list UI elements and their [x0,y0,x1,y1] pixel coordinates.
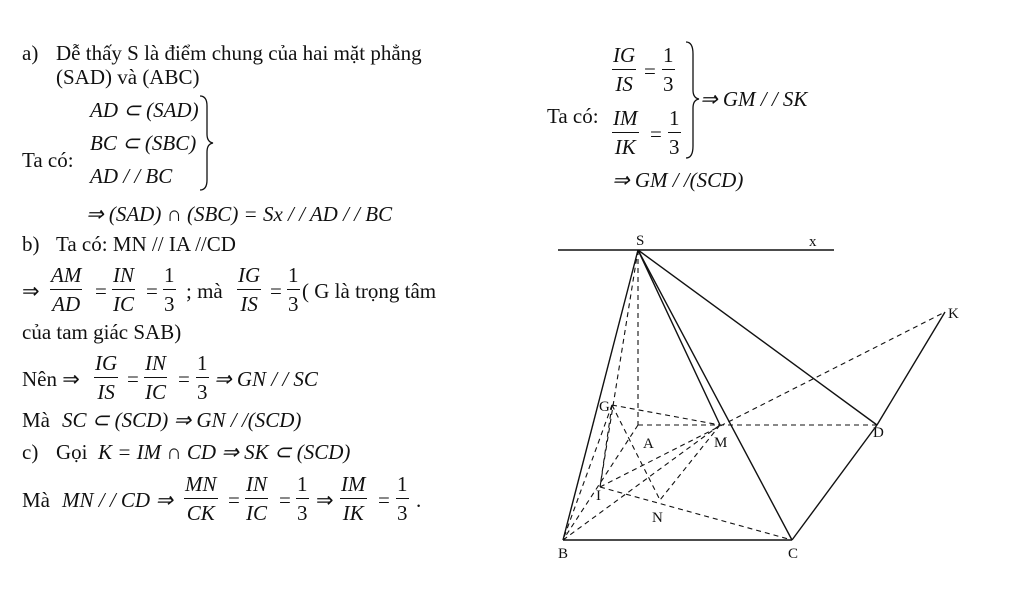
right-ta-co: Ta có: [547,104,599,128]
numerator: IN [144,353,167,378]
part-b-label: b) [22,232,40,256]
numerator: MN [184,474,218,499]
segment-ic [600,487,792,540]
denominator: AD [52,292,81,316]
numerator: IM [340,474,367,499]
denominator: 3 [197,380,208,404]
mn-parallel-cd: MN / / CD ⇒ [62,488,173,512]
centroid-note-line2: của tam giác SAB) [22,320,182,344]
period: . [416,488,422,512]
gn-parallel-sc: ⇒ GN / / SC [214,367,318,391]
part-a-system-line1: AD ⊂ (SAD) [90,98,199,122]
equals-sign: = [279,488,291,512]
denominator: IK [614,135,636,159]
numerator: 1 [163,265,176,290]
equals-sign: = [178,367,190,391]
point-label-a: A [643,436,654,452]
segment-mn [660,425,720,500]
equals-sign: = [95,279,107,303]
point-label-x: x [809,234,817,250]
semicolon-ma: ; mà [186,279,223,303]
gm-parallel-scd: ⇒ GM / /(SCD) [612,168,744,192]
numerator: IN [112,265,135,290]
numerator: AM [50,265,82,290]
part-a-system-line2: BC ⊂ (SBC) [90,131,197,155]
numerator: IN [245,474,268,499]
segment-sm [638,250,720,425]
edge-sd [638,250,877,425]
point-label-m: M [714,435,728,451]
numerator: 1 [668,108,681,133]
denominator: 3 [164,292,175,316]
point-label-n: N [652,510,663,526]
part-c-label: c) [22,440,39,464]
denominator: 3 [663,72,674,96]
denominator: IC [113,292,134,316]
numerator: IM [612,108,639,133]
edge-sc [638,250,792,540]
part-a-intro-line2: (SAD) và (ABC) [56,65,200,89]
equals-sign: = [644,59,656,83]
point-label-d: D [873,425,884,441]
gm-parallel-sk: ⇒ GM / / SK [700,87,808,111]
numerator: 1 [296,474,309,499]
denominator: CK [186,501,215,525]
equals-sign: = [228,488,240,512]
denominator: 3 [288,292,299,316]
segment-gm [612,405,720,425]
equals-sign: = [270,279,282,303]
segment-ik [600,312,945,487]
numerator: IG [94,353,118,378]
gn-parallel-scd: SC ⊂ (SCD) ⇒ GN / /(SCD) [62,408,302,432]
denominator: 3 [397,501,408,525]
point-label-k: K [948,306,959,322]
part-a-label: a) [22,41,39,65]
denominator: 3 [669,135,680,159]
numerator: 1 [196,353,209,378]
numerator: 1 [396,474,409,499]
k-definition: K = IM ∩ CD ⇒ SK ⊂ (SCD) [98,440,351,464]
denominator: IC [145,380,166,404]
point-label-s: S [636,233,645,249]
goi-word: Gọi [56,440,88,464]
point-label-g: G [599,399,610,415]
denominator: 3 [297,501,308,525]
equals-sign: = [650,122,662,146]
numerator: 1 [287,265,300,290]
ma-word: Mà [22,488,50,512]
numerator: IG [612,45,636,70]
point-label-c: C [788,546,799,562]
part-a-conclusion: ⇒ (SAD) ∩ (SBC) = Sx / / AD / / BC [86,202,393,226]
segment-gn [612,405,660,500]
part-a-intro-line1: Dễ thấy S là điểm chung của hai mặt phẳng [56,41,422,65]
nen-arrow: Nên ⇒ [22,367,80,391]
part-a-ta-co: Ta có: [22,148,74,172]
denominator: IS [240,292,258,316]
edge-cd [792,425,877,540]
denominator: IS [97,380,115,404]
part-b-arrow: ⇒ [22,279,40,303]
part-b-line1: Ta có: MN // IA //CD [56,232,236,256]
implies-arrow: ⇒ [316,488,334,512]
numerator: 1 [662,45,675,70]
denominator: IK [342,501,364,525]
ma-prefix: Mà [22,408,50,432]
part-a-system-line3: AD / / BC [90,164,173,188]
equals-sign: = [378,488,390,512]
segment-dk [877,312,945,425]
point-label-i: I [596,488,601,504]
equals-sign: = [146,279,158,303]
denominator: IC [246,501,267,525]
equals-sign: = [127,367,139,391]
segment-gb [563,405,612,540]
point-label-b: B [558,546,569,562]
segment-bm [563,425,720,540]
numerator: IG [237,265,261,290]
centroid-note: ( G là trọng tâm [302,279,437,303]
denominator: IS [615,72,633,96]
